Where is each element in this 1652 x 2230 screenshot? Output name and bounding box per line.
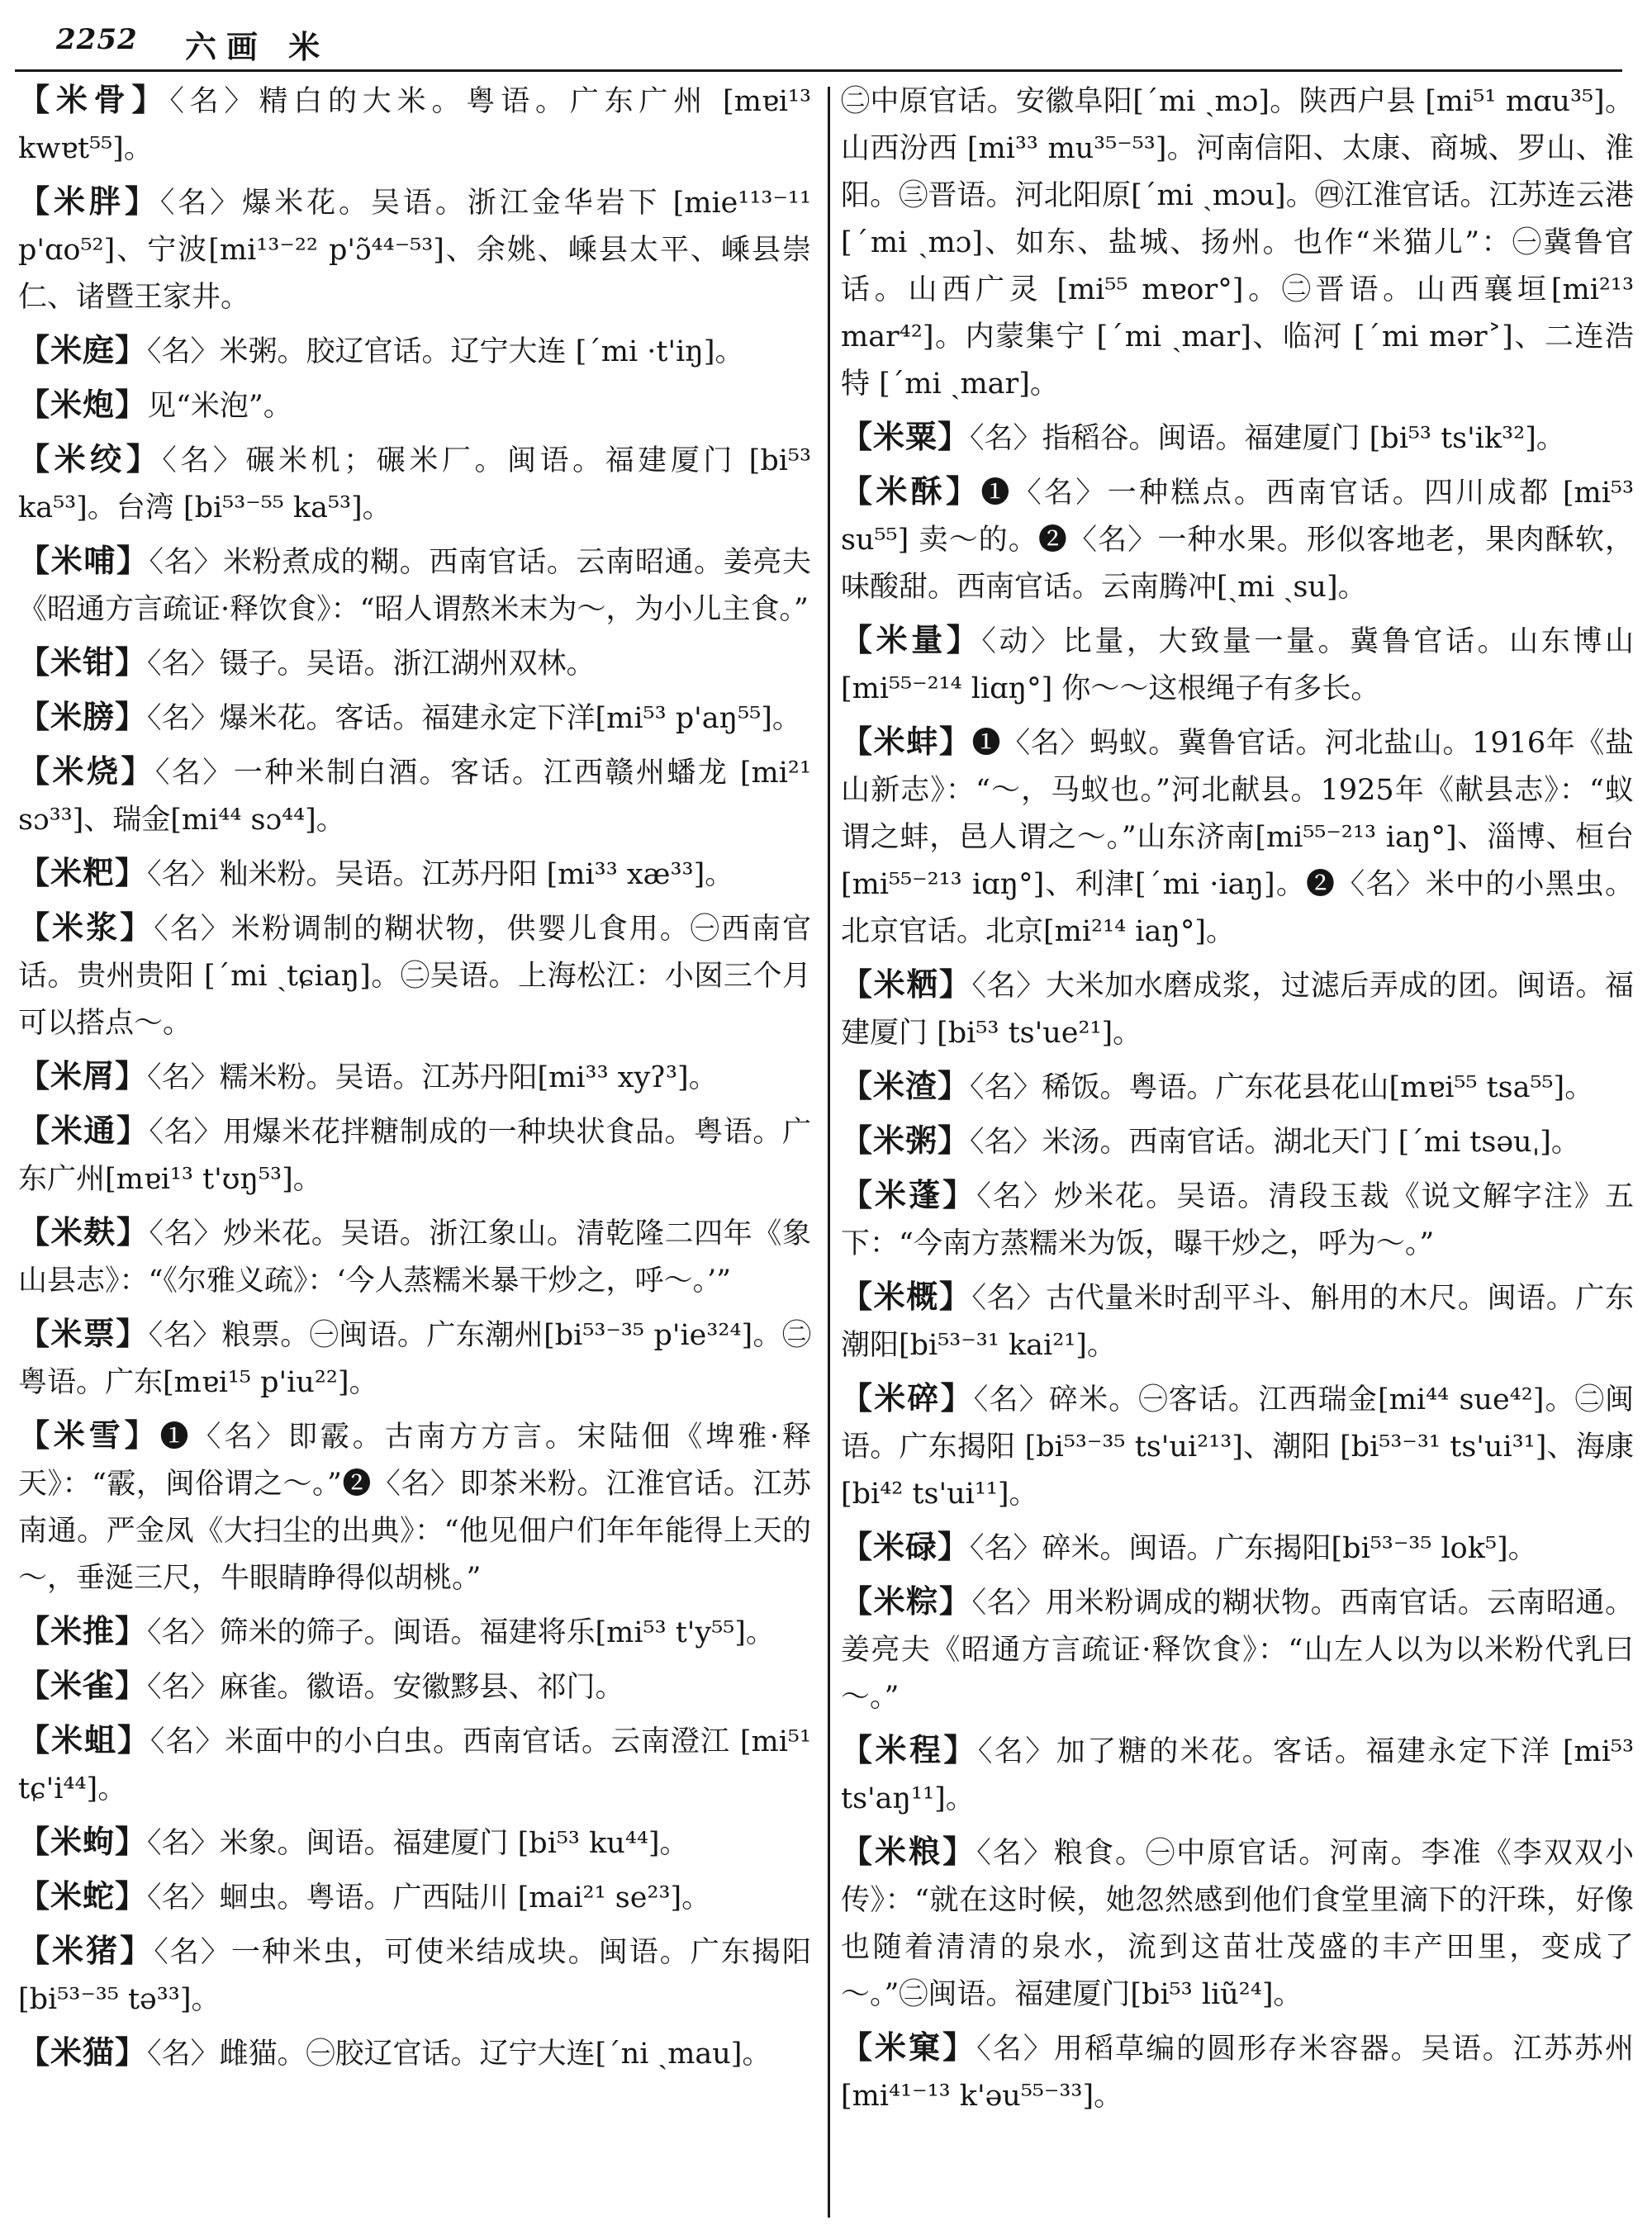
entry-definition: 〈名〉碎米。闽语。广东揭阳[bi⁵³⁻³⁵ lok⁵]。 bbox=[970, 1532, 1537, 1565]
entry-definition: 〈名〉麻雀。徽语。安徽黟县、祁门。 bbox=[147, 1671, 624, 1704]
dictionary-entry bbox=[841, 76, 1634, 408]
entry-definition: 〈名〉指稻谷。闽语。福建厦门 [bi⁵³ ts'ik³²]。 bbox=[970, 422, 1565, 455]
entry-headword: 【米概】 bbox=[841, 1278, 972, 1315]
entry-headword: 【米麸】 bbox=[18, 1213, 150, 1250]
header-rule bbox=[15, 69, 1622, 72]
entry-headword: 【米窠】 bbox=[841, 2028, 977, 2066]
dictionary-entry bbox=[18, 1052, 811, 1102]
entry-definition: 〈名〉镊子。吴语。浙江湖州双林。 bbox=[147, 648, 596, 681]
dictionary-entry bbox=[18, 904, 811, 1047]
entry-definition: 〈动〉比量，大致量一量。冀鲁官话。山东博山 [mi⁵⁵⁻²¹⁴ liɑŋ°] 你～～这根绳子有多长。 bbox=[841, 625, 1634, 705]
entry-headword: 【米骨】 bbox=[18, 81, 170, 118]
dictionary-entry bbox=[18, 2028, 811, 2078]
entry-definition: 〈名〉糯米粉。吴语。江苏丹阳[mi³³ xyʔ³]。 bbox=[147, 1061, 718, 1094]
dictionary-entry bbox=[841, 961, 1634, 1057]
dictionary-entry bbox=[18, 435, 811, 532]
dictionary-entry bbox=[841, 467, 1634, 611]
dictionary-entry bbox=[18, 1872, 811, 1922]
entry-headword: 【米碎】 bbox=[841, 1379, 974, 1416]
dictionary-entry bbox=[18, 1818, 811, 1867]
dictionary-entry bbox=[18, 1927, 811, 2024]
entry-definition: ㊁中原官话。安徽阜阳[ˊmi ˏmɔ]。陕西户县 [mi⁵¹ mɑu³⁵]。山西汾西 [mi³³ mu³⁵⁻⁵³]。河南信阳、太康、商城、罗山、淮阳。㊂晋语。河北阳原[ˊmi ˏmɔu]。㊃江淮官话。江苏连云港[ˊmi ˏmɔ]、如东、盐城、扬州。也作“米猫儿”：㊀冀鲁官话。山西广灵 [mi⁵⁵ mɐor°]。㊁晋语。山西襄垣[mi²¹³ mar⁴²]。内蒙集宁 [ˊmi ˏmar]、临河 [ˊmi mər˃]、二连浩特 [ˊmi ˏmar]。 bbox=[841, 85, 1634, 401]
entry-definition: 〈名〉米象。闽语。福建厦门 [bi⁵³ ku⁴⁴]。 bbox=[147, 1827, 689, 1860]
dictionary-entry bbox=[18, 1716, 811, 1813]
entry-definition: 〈名〉大米加水磨成浆，过滤后弄成的团。闽语。福建厦门 [bi⁵³ ts'ue²¹]。 bbox=[841, 970, 1634, 1050]
entry-headword: 【米粟】 bbox=[841, 418, 971, 455]
entry-headword: 【米粑】 bbox=[18, 854, 148, 891]
dictionary-entry bbox=[841, 1578, 1634, 1721]
entry-headword: 【米渣】 bbox=[841, 1067, 971, 1104]
entry-headword: 【米酥】 bbox=[841, 472, 981, 510]
entry-headword: 【米钳】 bbox=[18, 643, 148, 681]
entry-headword: 【米庭】 bbox=[18, 331, 148, 368]
dictionary-entry bbox=[841, 1374, 1634, 1518]
entry-headword: 【米推】 bbox=[18, 1612, 148, 1649]
entry-headword: 【米浆】 bbox=[18, 909, 154, 946]
entry-definition: ❶〈名〉即霰。古南方方言。宋陆佃《埤雅·释天》：“霰，闽俗谓之～。”❷〈名〉即茶米粉。江淮官话。江苏南通。严金凤《大扫尘的出典》：“他见佃户们年年能得上天的～，垂涎三尺，牛眼睛睁得似胡桃。” bbox=[18, 1421, 811, 1595]
entry-definition: 〈名〉蛔虫。粤语。广西陆川 [mai²¹ se²³]。 bbox=[147, 1881, 711, 1914]
entry-headword: 【米猫】 bbox=[18, 2033, 148, 2071]
entry-definition: 〈名〉米粥。胶辽官话。辽宁大连 [ˊmi ·t'iŋ]。 bbox=[147, 335, 744, 368]
dictionary-entry bbox=[841, 1726, 1634, 1823]
dictionary-entry bbox=[18, 76, 811, 173]
entry-definition: 〈名〉粮食。㊀中原官话。河南。李准《李双双小传》：“就在这时候，她忽然感到他们食堂里滴下的汗珠，好像也随着清清的泉水，流到这苗壮茂盛的丰产田里，变成了～。”㊁闽语。福建厦门[bi⁵³ liũ²⁴]。 bbox=[841, 1837, 1634, 2011]
section-title: 六画 米 bbox=[185, 28, 330, 65]
dictionary-entry bbox=[18, 693, 811, 743]
dictionary-entry bbox=[841, 616, 1634, 713]
dictionary-entry bbox=[18, 638, 811, 688]
entry-definition: 〈名〉古代量米时刮平斗、斛用的木尺。闽语。广东潮阳[bi⁵³⁻³¹ kai²¹]。 bbox=[841, 1282, 1634, 1362]
entry-headword: 【米蚌】 bbox=[841, 723, 972, 760]
dictionary-entry bbox=[18, 326, 811, 376]
entry-headword: 【米通】 bbox=[18, 1112, 150, 1149]
dictionary-entry bbox=[18, 537, 811, 633]
entry-headword: 【米蛇】 bbox=[18, 1877, 148, 1914]
entry-definition: 〈名〉用米粉调成的糊状物。西南官话。云南昭通。姜亮夫《昭通方言疏证·释饮食》：“山左人以为以米粉代乳曰～。” bbox=[841, 1587, 1634, 1714]
entry-headword: 【米雪】 bbox=[18, 1416, 160, 1454]
dictionary-entry bbox=[18, 1310, 811, 1407]
entry-definition: 〈名〉碾米机；碾米厂。闽语。福建厦门 [bi⁵³ ka⁵³]。台湾 [bi⁵³⁻⁵⁵ ka⁵³]。 bbox=[18, 444, 811, 524]
entry-headword: 【米粽】 bbox=[841, 1582, 972, 1620]
entry-definition: ❶〈名〉一种糕点。西南官话。四川成都 [mi⁵³ su⁵⁵] 卖～的。❷〈名〉一种水果。形似客地老，果肉酥软，味酸甜。西南官话。云南腾冲[ˏmi ˏsu]。 bbox=[841, 477, 1634, 604]
entry-headword: 【米蛆】 bbox=[18, 1721, 150, 1758]
entry-definition: 〈名〉精白的大米。粤语。广东广州 [mɐi¹³ kwɐt⁵⁵]。 bbox=[18, 85, 811, 165]
entry-headword: 【米胖】 bbox=[18, 183, 160, 220]
entry-headword: 【米票】 bbox=[18, 1315, 149, 1352]
entry-definition: 见“米泡”。 bbox=[147, 390, 292, 423]
entry-headword: 【米绞】 bbox=[18, 440, 163, 477]
entry-definition: 〈名〉用爆米花拌糖制成的一种块状食品。粤语。广东广州[mɐi¹³ t'ʊŋ⁵³]。 bbox=[18, 1116, 811, 1196]
entry-headword: 【米量】 bbox=[841, 621, 982, 658]
entry-headword: 【米猪】 bbox=[18, 1932, 154, 1969]
column-divider bbox=[828, 87, 830, 2218]
dictionary-entry bbox=[18, 1607, 811, 1657]
entry-definition: 〈名〉一种米虫，可使米结成块。闽语。广东揭阳[bi⁵³⁻³⁵ tə³³]。 bbox=[18, 1936, 811, 2016]
entry-headword: 【米屑】 bbox=[18, 1057, 148, 1094]
entry-headword: 【米蓬】 bbox=[841, 1176, 977, 1213]
entry-definition: 〈名〉炒米花。吴语。浙江象山。清乾隆二四年《象山县志》：“《尔雅义疏》：‘今人蒸糯米暴干炒之，呼～。’” bbox=[18, 1217, 811, 1298]
dictionary-entry bbox=[841, 1273, 1634, 1369]
dictionary-entry bbox=[18, 381, 811, 430]
entry-definition: 〈名〉加了糖的米花。客话。福建永定下洋 [mi⁵³ ts'aŋ¹¹]。 bbox=[841, 1735, 1634, 1815]
entry-definition: 〈名〉粮票。㊀闽语。广东潮州[bi⁵³⁻³⁵ p'ie³²⁴]。㊁粤语。广东[mɐi¹⁵ p'iu²²]。 bbox=[18, 1319, 811, 1399]
entry-definition: 〈名〉雌猫。㊀胶辽官话。辽宁大连[ˊni ˏmau]。 bbox=[147, 2038, 771, 2071]
entry-definition: 〈名〉用稻草编的圆形存米容器。吴语。江苏苏州[mi⁴¹⁻¹³ k'əu⁵⁵⁻³³]。 bbox=[841, 2033, 1634, 2113]
dictionary-entry bbox=[18, 1412, 811, 1602]
entry-definition: 〈名〉米面中的小白虫。西南官话。云南澄江 [mi⁵¹ tɕ'i⁴⁴]。 bbox=[18, 1725, 811, 1805]
entry-headword: 【米哺】 bbox=[18, 542, 150, 579]
entry-definition: 〈名〉爆米花。吴语。浙江金华岩下 [mie¹¹³⁻¹¹ p'ɑo⁵²]、宁波[mi¹³⁻²² p'ɔ̃⁴⁴⁻⁵³]、余姚、嵊县太平、嵊县崇仁、诸暨王家井。 bbox=[18, 187, 811, 314]
entry-headword: 【米膀】 bbox=[18, 698, 148, 735]
dictionary-entry bbox=[841, 1117, 1634, 1166]
entry-headword: 【米程】 bbox=[841, 1731, 978, 1768]
entry-headword: 【米雀】 bbox=[18, 1667, 148, 1704]
page-header bbox=[0, 0, 1652, 76]
entry-definition: 〈名〉稀饭。粤语。广东花县花山[mɐi⁵⁵ tsa⁵⁵]。 bbox=[970, 1071, 1594, 1104]
entry-headword: 【米粥】 bbox=[841, 1122, 971, 1159]
dictionary-entry bbox=[18, 1662, 811, 1711]
entry-definition: 〈名〉一种米制白酒。客话。江西赣州蟠龙 [mi²¹ sɔ³³]、瑞金[mi⁴⁴ sɔ⁴⁴]。 bbox=[18, 757, 811, 837]
dictionary-entry bbox=[841, 718, 1634, 956]
entry-definition: 〈名〉筛米的筛子。闽语。福建将乐[mi⁵³ t'y⁵⁵]。 bbox=[147, 1616, 775, 1649]
left-column bbox=[18, 76, 811, 2223]
entry-definition: ❶〈名〉蚂蚁。冀鲁官话。河北盐山。1916年《盐山新志》：“～，马蚁也。”河北献县。1925年《献县志》：“蚁谓之蚌，邑人谓之～。”山东济南[mi⁵⁵⁻²¹³ iaŋ°]、淄博、桓台 [mi⁵⁵⁻²¹³ iɑŋ°]、利津[ˊmi ·iaŋ]。❷〈名〉米中的小黑虫。北京官话。北京[mi²¹⁴ iaŋ°]。 bbox=[841, 727, 1634, 948]
dictionary-entry bbox=[841, 1523, 1634, 1573]
entry-headword: 【米炮】 bbox=[18, 386, 148, 423]
entry-headword: 【米蚼】 bbox=[18, 1823, 148, 1860]
entry-definition: 〈名〉炒米花。吴语。清段玉裁《说文解字注》五下：“今南方蒸糯米为饭，曝干炒之，呼为～。” bbox=[841, 1180, 1634, 1260]
entry-headword: 【米碌】 bbox=[841, 1528, 971, 1565]
entry-headword: 【米烧】 bbox=[18, 752, 155, 790]
entry-headword: 【米粞】 bbox=[841, 966, 972, 1003]
entry-headword: 【米粮】 bbox=[841, 1833, 977, 1870]
dictionary-entry bbox=[841, 413, 1634, 463]
dictionary-entry bbox=[841, 1062, 1634, 1112]
entry-definition: 〈名〉米粉调制的糊状物，供婴儿食用。㊀西南官话。贵州贵阳 [ˊmi ˏtɕiaŋ]。㊁吴语。上海松江：小囡三个月可以搭点～。 bbox=[18, 913, 811, 1040]
entry-definition: 〈名〉米粉煮成的糊。西南官话。云南昭通。姜亮夫《昭通方言疏证·释饮食》：“昭人谓熬米末为～，为小儿主食。” bbox=[18, 546, 811, 626]
dictionary-entry bbox=[841, 1828, 1634, 2019]
dictionary-entry bbox=[18, 178, 811, 321]
entry-definition: 〈名〉碎米。㊀客话。江西瑞金[mi⁴⁴ sue⁴²]。㊁闽语。广东揭阳 [bi⁵³⁻³⁵ ts'ui²¹³]、潮阳 [bi⁵³⁻³¹ ts'ui³¹]、海康[bi⁴² ts'ui¹¹]。 bbox=[841, 1383, 1634, 1511]
dictionary-entry bbox=[841, 1171, 1634, 1268]
page-number: 2252 bbox=[56, 23, 138, 56]
dictionary-entry bbox=[18, 1208, 811, 1305]
dictionary-entry bbox=[18, 1107, 811, 1203]
dictionary-entry bbox=[18, 849, 811, 899]
dictionary-entry bbox=[841, 2024, 1634, 2120]
entry-definition: 〈名〉爆米花。客话。福建永定下洋[mi⁵³ p'aŋ⁵⁵]。 bbox=[147, 702, 801, 735]
entry-definition: 〈名〉籼米粉。吴语。江苏丹阳 [mi³³ xæ³³]。 bbox=[147, 858, 734, 891]
entry-definition: 〈名〉米汤。西南官话。湖北天门 [ˊmi tsəuˌ]。 bbox=[970, 1126, 1580, 1159]
right-column bbox=[841, 76, 1634, 2223]
dictionary-entry bbox=[18, 747, 811, 844]
